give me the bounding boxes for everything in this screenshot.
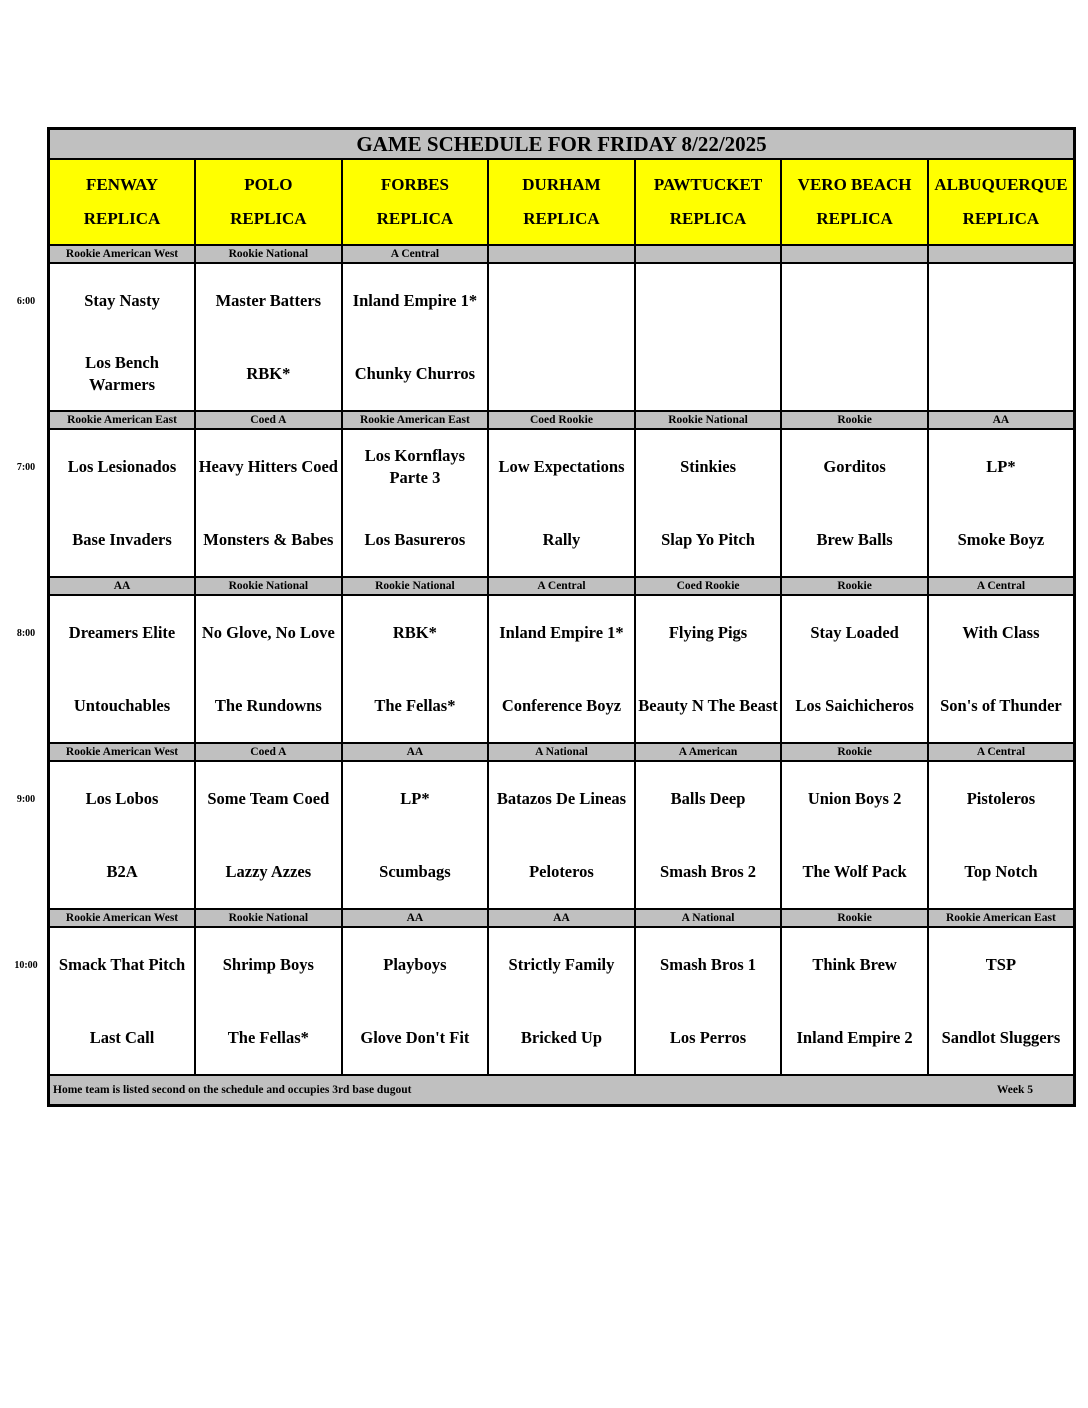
game-cell xyxy=(195,263,342,411)
game-cell xyxy=(635,429,782,577)
matchup xyxy=(343,762,488,908)
away-team xyxy=(929,264,1073,337)
division-label: A Central xyxy=(488,577,635,595)
away-team: Stinkies xyxy=(680,456,736,476)
time-slot-label: 9:00 xyxy=(16,794,36,805)
game-cell xyxy=(488,761,635,909)
away-team xyxy=(782,264,927,337)
away-team: No Glove, No Love xyxy=(201,622,335,642)
game-cell xyxy=(488,595,635,743)
time-slot-label: 7:00 xyxy=(16,462,36,473)
game-cell xyxy=(49,263,196,411)
matchup xyxy=(196,264,341,410)
game-cell xyxy=(781,761,928,909)
division-label: Rookie National xyxy=(195,577,342,595)
home-team: Conference Boyz xyxy=(501,695,622,715)
field-type: REPLICA xyxy=(376,209,454,228)
game-cell xyxy=(342,263,489,411)
away-team: Strictly Family xyxy=(508,954,615,974)
away-team: LP* xyxy=(986,456,1016,476)
matchup xyxy=(489,928,634,1074)
away-team: Los Lesionados xyxy=(67,456,177,476)
footer-cell xyxy=(49,1075,1075,1106)
matchup xyxy=(782,596,927,742)
division-label: Coed Rookie xyxy=(488,411,635,429)
away-team: Heavy Hitters Coed xyxy=(198,456,338,476)
away-team: Gorditos xyxy=(823,456,886,476)
schedule-table xyxy=(47,127,1076,1107)
matchup xyxy=(343,264,488,410)
field-name: VERO BEACH xyxy=(797,175,912,194)
matchup xyxy=(636,430,781,576)
division-row xyxy=(49,411,1075,429)
away-team: TSP xyxy=(985,954,1017,974)
home-team: B2A xyxy=(106,861,138,881)
away-team: Dreamers Elite xyxy=(68,622,176,642)
matchup xyxy=(50,596,194,742)
home-team: Base Invaders xyxy=(72,529,172,549)
matchup xyxy=(929,928,1073,1074)
matchup xyxy=(50,264,194,410)
matchup xyxy=(929,596,1073,742)
matchup xyxy=(636,264,781,410)
division-row xyxy=(49,743,1075,761)
game-cell xyxy=(928,595,1075,743)
home-team xyxy=(782,337,927,410)
schedule-title: GAME SCHEDULE FOR FRIDAY 8/22/2025 xyxy=(49,129,1075,160)
division-label: AA xyxy=(342,909,489,927)
game-cell xyxy=(49,761,196,909)
division-label: Rookie American East xyxy=(342,411,489,429)
matchup xyxy=(636,596,781,742)
game-row xyxy=(49,429,1075,577)
division-label xyxy=(488,245,635,263)
away-team: Think Brew xyxy=(812,954,897,974)
field-header xyxy=(342,159,489,245)
field-type: REPLICA xyxy=(962,209,1040,228)
division-label xyxy=(781,245,928,263)
away-team: Batazos De Lineas xyxy=(496,788,627,808)
away-team: Union Boys 2 xyxy=(807,788,902,808)
field-type: REPLICA xyxy=(83,209,161,228)
field-header-row xyxy=(49,159,1075,245)
home-team: Inland Empire 2 xyxy=(796,1027,913,1047)
game-cell xyxy=(928,761,1075,909)
field-name: POLO xyxy=(244,175,293,194)
division-label: Rookie xyxy=(781,743,928,761)
matchup xyxy=(489,430,634,576)
division-label: Rookie American West xyxy=(49,909,196,927)
game-cell xyxy=(195,429,342,577)
home-team: The Fellas* xyxy=(227,1027,309,1047)
game-cell xyxy=(342,927,489,1075)
game-cell xyxy=(635,595,782,743)
matchup xyxy=(50,762,194,908)
home-team: The Wolf Pack xyxy=(802,861,907,881)
matchup xyxy=(343,596,488,742)
game-cell xyxy=(635,263,782,411)
home-team: Monsters & Babes xyxy=(203,529,334,549)
home-team: Rally xyxy=(542,529,581,549)
game-row xyxy=(49,263,1075,411)
division-label: AA xyxy=(342,743,489,761)
game-cell xyxy=(195,761,342,909)
footer-note: Home team is listed second on the schedule and occupies 3rd base dugout xyxy=(53,1084,412,1096)
away-team: Pistoleros xyxy=(966,788,1036,808)
away-team xyxy=(489,264,634,337)
game-cell xyxy=(635,761,782,909)
home-team: The Rundowns xyxy=(214,695,322,715)
division-label xyxy=(928,245,1075,263)
matchup xyxy=(782,264,927,410)
home-team: The Fellas* xyxy=(374,695,456,715)
matchup xyxy=(636,928,781,1074)
field-name: DURHAM xyxy=(522,175,601,194)
game-cell xyxy=(928,429,1075,577)
field-type: REPLICA xyxy=(523,209,600,228)
home-team: Scumbags xyxy=(379,861,451,881)
division-label: A Central xyxy=(342,245,489,263)
division-label: Rookie National xyxy=(195,909,342,927)
matchup xyxy=(196,762,341,908)
division-label: Rookie American West xyxy=(49,743,196,761)
division-label: A National xyxy=(635,909,782,927)
matchup xyxy=(782,762,927,908)
division-label: A Central xyxy=(928,577,1075,595)
division-label: Rookie National xyxy=(635,411,782,429)
game-cell xyxy=(781,429,928,577)
division-label: Coed Rookie xyxy=(635,577,782,595)
field-header xyxy=(928,159,1075,245)
home-team: Bricked Up xyxy=(520,1027,603,1047)
away-team: Flying Pigs xyxy=(668,622,748,642)
away-team: Some Team Coed xyxy=(207,788,330,808)
division-label: AA xyxy=(49,577,196,595)
division-label: Coed A xyxy=(195,411,342,429)
matchup xyxy=(50,928,194,1074)
division-label: Rookie xyxy=(781,909,928,927)
away-team: Inland Empire 1* xyxy=(499,622,624,642)
matchup xyxy=(782,928,927,1074)
field-header xyxy=(195,159,342,245)
matchup xyxy=(343,430,488,576)
home-team: Los Perros xyxy=(669,1027,747,1047)
home-team: Slap Yo Pitch xyxy=(661,529,755,549)
away-team: Los Lobos xyxy=(85,788,159,808)
home-team: Glove Don't Fit xyxy=(360,1027,470,1047)
division-row xyxy=(49,909,1075,927)
game-cell xyxy=(342,761,489,909)
division-label: Rookie National xyxy=(195,245,342,263)
field-name: FENWAY xyxy=(85,175,159,194)
field-type: REPLICA xyxy=(230,209,307,228)
division-label: AA xyxy=(488,909,635,927)
game-cell xyxy=(928,263,1075,411)
footer-row xyxy=(49,1075,1075,1106)
game-row xyxy=(49,595,1075,743)
home-team xyxy=(636,337,781,410)
home-team: Chunky Churros xyxy=(354,363,476,383)
field-header xyxy=(635,159,782,245)
game-cell xyxy=(488,927,635,1075)
away-team: LP* xyxy=(400,788,430,808)
week-label: Week 5 xyxy=(996,1084,1033,1096)
home-team: Son's of Thunder xyxy=(940,695,1062,715)
division-label: Rookie xyxy=(781,577,928,595)
matchup xyxy=(489,596,634,742)
away-team: Smack That Pitch xyxy=(58,954,186,974)
division-label: A Central xyxy=(928,743,1075,761)
home-team: Smoke Boyz xyxy=(957,529,1045,549)
home-team: Los Bench Warmers xyxy=(85,352,159,394)
game-cell xyxy=(342,595,489,743)
game-cell xyxy=(49,429,196,577)
away-team: With Class xyxy=(962,622,1040,642)
division-row xyxy=(49,245,1075,263)
division-label: Rookie National xyxy=(342,577,489,595)
matchup xyxy=(489,762,634,908)
away-team: Los Kornflays Parte 3 xyxy=(364,445,466,487)
matchup xyxy=(50,430,194,576)
field-name: PAWTUCKET xyxy=(653,175,763,194)
game-cell xyxy=(49,927,196,1075)
home-team: Untouchables xyxy=(73,695,171,715)
home-team: RBK* xyxy=(246,363,291,383)
time-slot-label: 10:00 xyxy=(14,960,38,971)
title-row xyxy=(49,129,1075,160)
time-slot-label: 8:00 xyxy=(16,628,36,639)
division-row xyxy=(49,577,1075,595)
division-label: Rookie American East xyxy=(928,909,1075,927)
division-label: Rookie xyxy=(781,411,928,429)
field-header xyxy=(488,159,635,245)
game-cell xyxy=(781,927,928,1075)
division-label: AA xyxy=(928,411,1075,429)
matchup xyxy=(489,264,634,410)
game-cell xyxy=(195,595,342,743)
game-cell xyxy=(781,263,928,411)
matchup xyxy=(929,762,1073,908)
home-team: Brew Balls xyxy=(816,529,893,549)
matchup xyxy=(782,430,927,576)
field-header xyxy=(49,159,196,245)
game-cell xyxy=(342,429,489,577)
game-row xyxy=(49,761,1075,909)
matchup xyxy=(196,928,341,1074)
away-team: Shrimp Boys xyxy=(222,954,314,974)
matchup xyxy=(636,762,781,908)
away-team: Balls Deep xyxy=(670,788,746,808)
away-team: Low Expectations xyxy=(498,456,625,476)
division-label: Coed A xyxy=(195,743,342,761)
footer xyxy=(50,1084,1073,1096)
field-name: FORBES xyxy=(380,175,449,194)
away-team: RBK* xyxy=(392,622,437,642)
home-team: Smash Bros 2 xyxy=(660,861,757,881)
away-team: Playboys xyxy=(383,954,447,974)
away-team: Stay Loaded xyxy=(810,622,899,642)
game-cell xyxy=(488,263,635,411)
away-team: Inland Empire 1* xyxy=(352,290,478,310)
field-type: REPLICA xyxy=(816,209,893,228)
away-team: Smash Bros 1 xyxy=(660,954,757,974)
home-team: Beauty N The Beast xyxy=(638,695,778,715)
home-team: Sandlot Sluggers xyxy=(941,1027,1061,1047)
division-label: Rookie American West xyxy=(49,245,196,263)
home-team: Top Notch xyxy=(964,861,1038,881)
game-cell xyxy=(49,595,196,743)
division-label xyxy=(635,245,782,263)
game-cell xyxy=(928,927,1075,1075)
division-label: A American xyxy=(635,743,782,761)
matchup xyxy=(196,596,341,742)
home-team: Los Saichicheros xyxy=(795,695,914,715)
matchup xyxy=(929,264,1073,410)
division-label: A National xyxy=(488,743,635,761)
game-cell xyxy=(488,429,635,577)
division-label: Rookie American East xyxy=(49,411,196,429)
game-cell xyxy=(781,595,928,743)
home-team: Last Call xyxy=(89,1027,155,1047)
game-cell xyxy=(635,927,782,1075)
home-team xyxy=(489,337,634,410)
field-header xyxy=(781,159,928,245)
time-slot-label: 6:00 xyxy=(16,296,36,307)
matchup xyxy=(343,928,488,1074)
home-team: Los Basureros xyxy=(364,529,466,549)
game-cell xyxy=(195,927,342,1075)
matchup xyxy=(929,430,1073,576)
game-row xyxy=(49,927,1075,1075)
away-team xyxy=(636,264,781,337)
home-team xyxy=(929,337,1073,410)
away-team: Master Batters xyxy=(215,290,322,310)
field-name: ALBUQUERQUE xyxy=(934,175,1068,194)
away-team: Stay Nasty xyxy=(84,290,160,310)
home-team: Lazzy Azzes xyxy=(225,861,312,881)
home-team: Peloteros xyxy=(529,861,594,881)
field-type: REPLICA xyxy=(669,209,747,228)
matchup xyxy=(196,430,341,576)
